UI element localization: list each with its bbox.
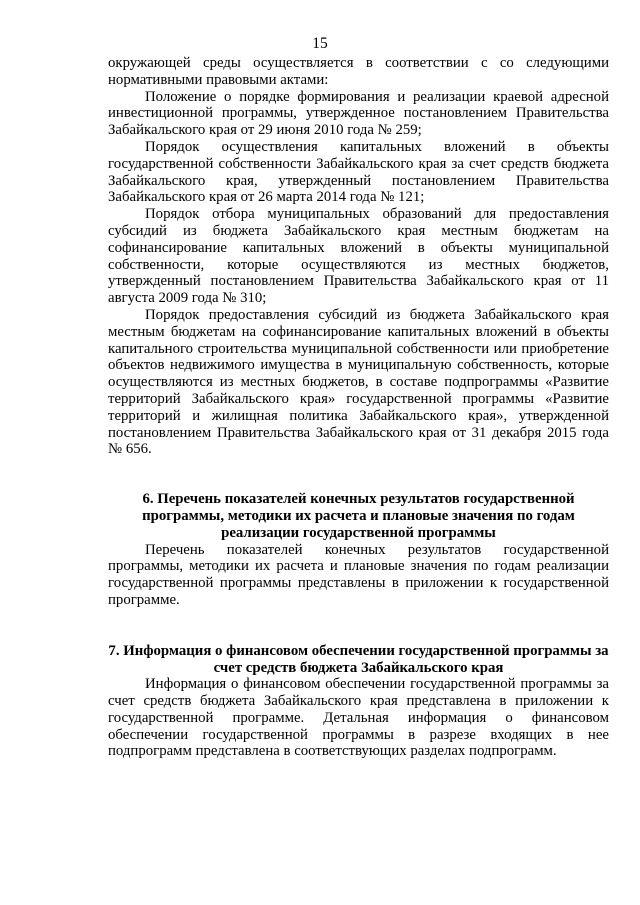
regulation-item: Порядок предоставления субсидий из бюджета Забайкальского края местным бюджетам на софинансирование капитальных вложений в объекты капитального строительства муниципальной собственности или приобретение объектов недвижимого имущества в муниципальную собственность, которые осуществляются из местных бюджетов, в составе подпрограммы «Развитие территорий Забайкальского края» государственной программы «Развитие территорий и жилищная политика Забайкальского края», утвержденной постановлением Правительства Забайкальского края от 31 декабря 2015 года № 656. <box>108 306 609 458</box>
regulation-item: Порядок отбора муниципальных образований для предоставления субсидий из бюджета Забайкальского края местным бюджетам на софинансирование капитальных вложений в объекты муниципальной собственности, которые осуществляются из местных бюджетов, утвержденный постановлением Правительства Забайкальского края от 11 августа 2009 года № 310; <box>108 206 609 307</box>
intro-paragraph: окружающей среды осуществляется в соответствии с со следующими нормативными правовыми актами: <box>108 55 609 88</box>
section-7-heading: 7. Информация о финансовом обеспечении государственной программы за счет средств бюджета Забайкальского края <box>108 642 609 676</box>
document-body <box>108 55 609 760</box>
section-6-heading: 6. Перечень показателей конечных результатов государственной программы, методики их расчета и плановые значения по годам реализации государственной программы <box>142 491 575 541</box>
regulation-item: Положение о порядке формирования и реализации краевой адресной инвестиционной программы, утвержденное постановлением Правительства Забайкальского края от 29 июня 2010 года № 259; <box>108 88 609 139</box>
regulation-item: Порядок осуществления капитальных вложений в объекты государственной собственности Забайкальского края за счет средств бюджета Забайкальского края, утвержденный постановлением Правительства Забайкальского края от 26 марта 2014 года № 121; <box>108 138 609 206</box>
section-6-paragraph: Перечень показателей конечных результатов государственной программы, методики их расчета и плановые значения по годам реализации государственной программы представлены в приложении к государственной программе. <box>108 541 609 608</box>
section-7-paragraph: Информация о финансовом обеспечении государственной программы за счет средств бюджета Забайкальского края представлена в приложении к государственной программе. Детальная информация о финансовом обеспечении государственной программы в разрезе входящих в нее подпрограмм представлена в соответствующих разделах подпрограмм. <box>108 676 609 760</box>
page-number: 15 <box>312 35 328 52</box>
